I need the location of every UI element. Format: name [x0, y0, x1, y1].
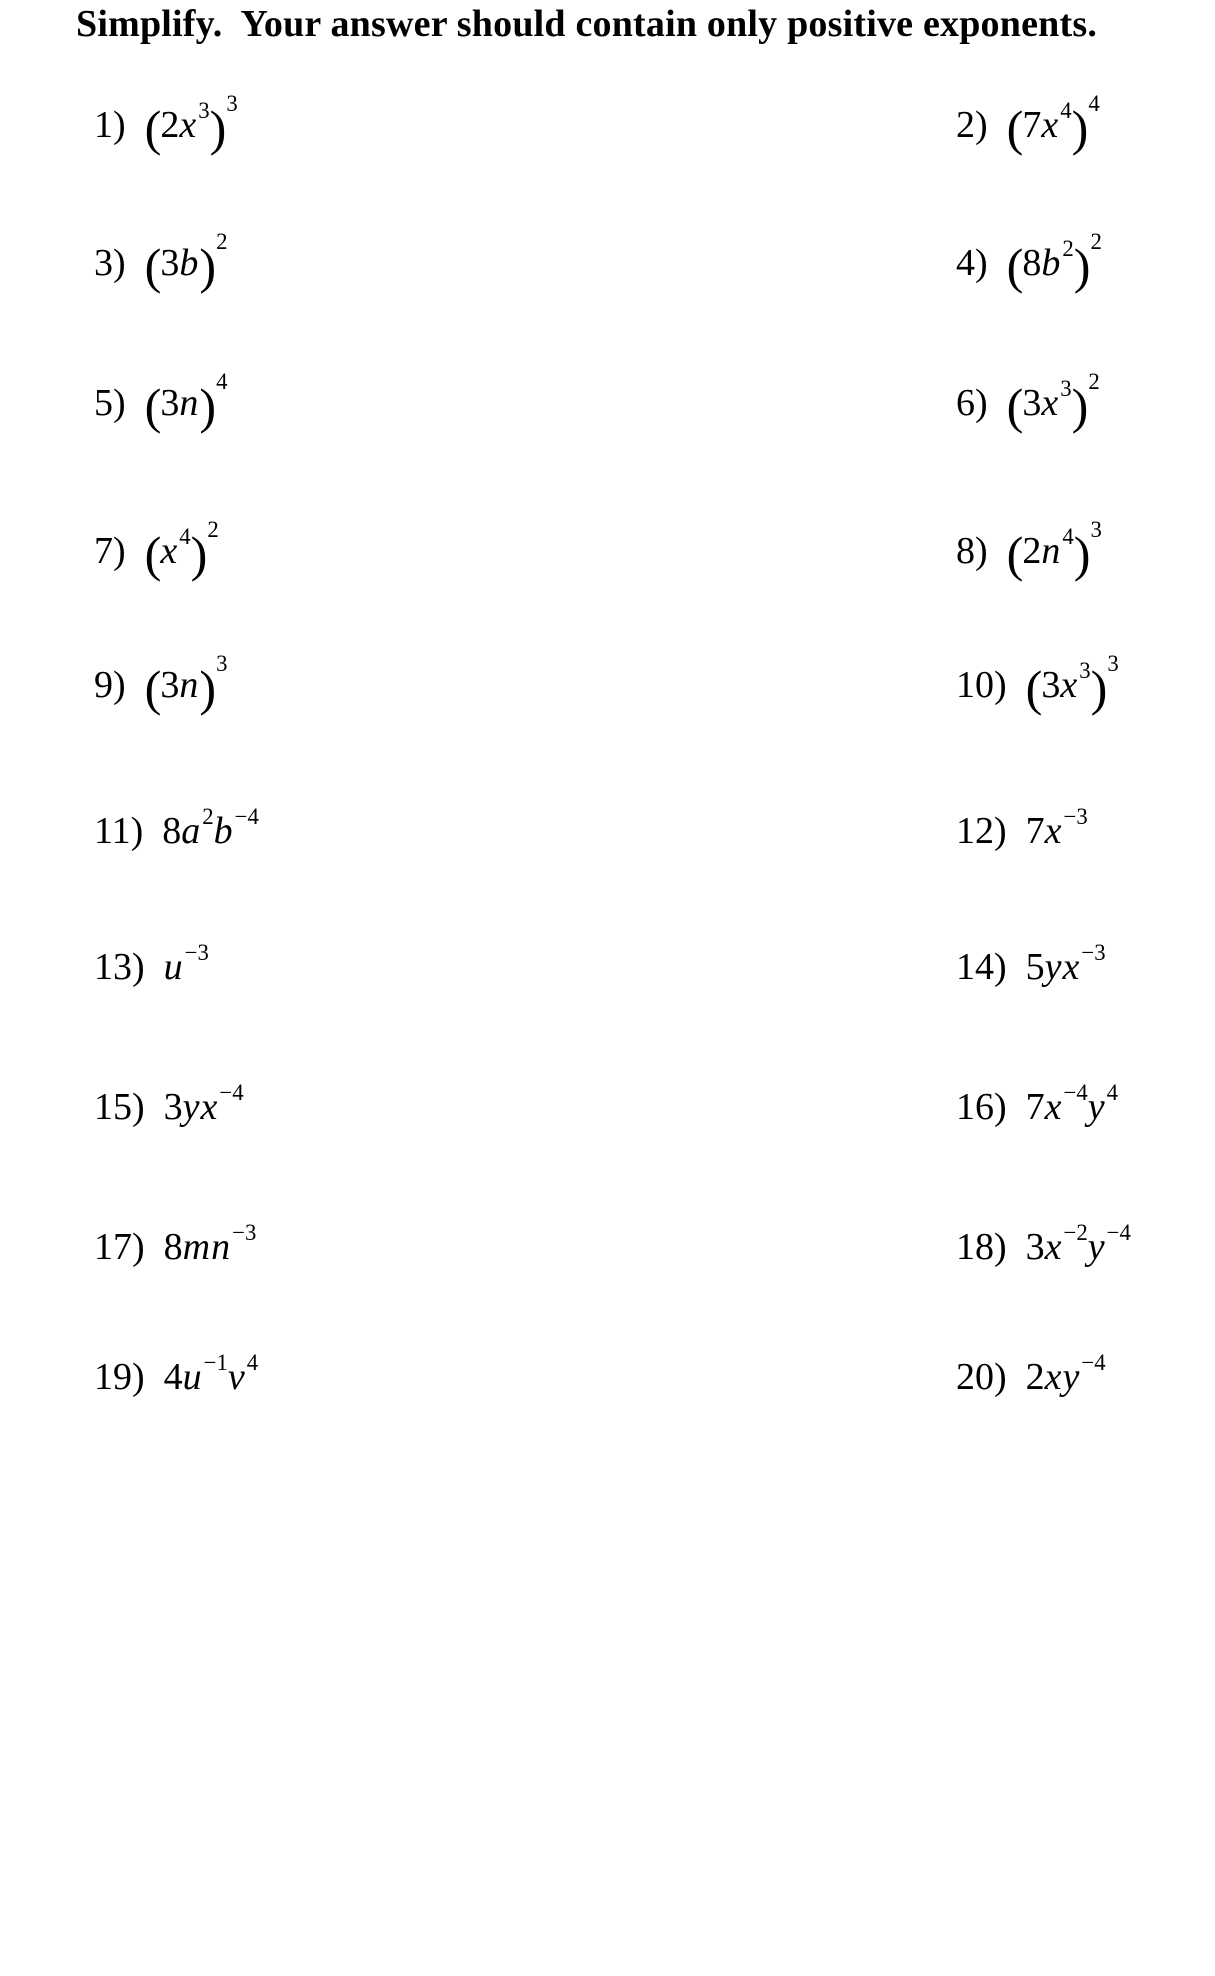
problem-number: 3)	[94, 242, 126, 284]
open-paren: (	[1025, 660, 1042, 717]
exponent: 2	[216, 229, 228, 255]
problem-expression	[163, 1350, 259, 1398]
problem-expression	[1025, 1350, 1106, 1398]
problem-number: 5)	[94, 382, 126, 424]
problem-expression	[1006, 91, 1100, 157]
exponent: 2	[1090, 229, 1102, 255]
problem-number: 8)	[956, 530, 988, 572]
variable: x	[200, 1086, 218, 1128]
problem-expression	[162, 804, 259, 852]
problem-number: 6)	[956, 382, 988, 424]
close-paren: )	[1071, 100, 1088, 157]
problem-number: 16)	[956, 1086, 1007, 1128]
problem-expression	[144, 651, 228, 717]
problem-6	[956, 369, 1100, 435]
variable: x	[179, 104, 197, 146]
variable: a	[181, 810, 201, 852]
variable: y	[1087, 1086, 1105, 1128]
problem-3	[94, 229, 228, 295]
exponent: −4	[234, 804, 259, 830]
close-paren: )	[1073, 526, 1090, 583]
coefficient-digit: 3	[160, 382, 180, 424]
problem-18	[956, 1222, 1131, 1277]
exponent: −3	[1063, 804, 1088, 830]
problem-16	[956, 1082, 1118, 1137]
open-paren: (	[1006, 238, 1023, 295]
problem-4	[956, 229, 1102, 295]
variable: x	[1041, 382, 1059, 424]
coefficient-digit: 3	[160, 242, 180, 284]
variable: y	[1087, 1226, 1105, 1268]
problem-number: 13)	[94, 946, 145, 988]
open-paren: (	[1006, 100, 1023, 157]
problem-number: 1)	[94, 104, 126, 146]
exponent: −4	[1106, 1220, 1131, 1246]
exponent: −3	[1081, 940, 1106, 966]
problem-20	[956, 1352, 1106, 1407]
problem-expression	[144, 91, 238, 157]
variable: x	[1060, 664, 1078, 706]
problem-expression	[1025, 940, 1106, 988]
exponent: 3	[1107, 651, 1119, 677]
exponent: 4	[179, 524, 191, 550]
problem-expression	[1025, 651, 1119, 717]
coefficient-digit: 3	[1025, 1226, 1045, 1268]
problem-11	[94, 806, 259, 861]
problem-number: 7)	[94, 530, 126, 572]
problem-9	[94, 651, 228, 717]
exponent: 4	[246, 1350, 259, 1376]
problem-number: 2)	[956, 104, 988, 146]
variable: x	[1044, 1086, 1062, 1128]
coefficient-digit: 7	[1025, 1086, 1045, 1128]
open-paren: (	[144, 100, 161, 157]
problem-19	[94, 1352, 258, 1407]
variable: x	[1044, 810, 1062, 852]
variable: y	[1044, 946, 1062, 988]
close-paren: )	[209, 100, 226, 157]
problem-number: 15)	[94, 1086, 145, 1128]
coefficient-digit: 8	[163, 1226, 183, 1268]
exponent: 3	[216, 651, 228, 677]
problem-17	[94, 1222, 256, 1277]
open-paren: (	[144, 660, 161, 717]
exponent: −4	[1081, 1350, 1106, 1376]
problem-expression	[1006, 369, 1100, 435]
problem-14	[956, 942, 1106, 997]
exponent: −3	[184, 940, 209, 966]
problem-expression	[1025, 1080, 1119, 1128]
variable: x	[160, 530, 178, 572]
exponent: −3	[232, 1220, 257, 1246]
problem-15	[94, 1082, 244, 1137]
problem-number: 12)	[956, 810, 1007, 852]
close-paren: )	[1073, 238, 1090, 295]
problem-number: 20)	[956, 1356, 1007, 1398]
open-paren: (	[144, 526, 161, 583]
exponent: 3	[198, 98, 210, 124]
coefficient-digit: 3	[1041, 664, 1061, 706]
coefficient-digit: 2	[160, 104, 180, 146]
open-paren: (	[144, 238, 161, 295]
problem-expression	[144, 517, 219, 583]
exponent: 3	[1079, 658, 1091, 684]
coefficient-digit: 8	[1022, 242, 1042, 284]
coefficient-digit: 8	[162, 810, 182, 852]
coefficient-digit: 5	[1025, 946, 1045, 988]
exponent: 4	[1060, 98, 1072, 124]
coefficient-digit: 2	[1025, 1356, 1045, 1398]
exponent: 2	[207, 517, 219, 543]
problem-8	[956, 517, 1102, 583]
close-paren: )	[190, 526, 207, 583]
variable: b	[179, 242, 199, 284]
problem-number: 18)	[956, 1226, 1007, 1268]
coefficient-digit: 7	[1022, 104, 1042, 146]
problem-expression	[1025, 804, 1088, 852]
problem-7	[94, 517, 219, 583]
close-paren: )	[199, 660, 216, 717]
variable: x	[1062, 946, 1080, 988]
problem-number: 4)	[956, 242, 988, 284]
problem-1	[94, 91, 238, 157]
problem-expression	[163, 1080, 244, 1128]
exponent: 2	[202, 804, 214, 830]
variable: n	[211, 1226, 231, 1268]
variable: b	[1041, 242, 1061, 284]
coefficient-digit: 3	[1022, 382, 1042, 424]
close-paren: )	[1071, 378, 1088, 435]
variable: x	[1044, 1226, 1062, 1268]
problem-10	[956, 651, 1119, 717]
exponent: 2	[1062, 236, 1074, 262]
variable: y	[1062, 1356, 1080, 1398]
problem-13	[94, 942, 209, 997]
coefficient-digit: 3	[163, 1086, 183, 1128]
open-paren: (	[1006, 526, 1023, 583]
coefficient-digit: 4	[163, 1356, 183, 1398]
problem-2	[956, 91, 1100, 157]
variable: x	[1041, 104, 1059, 146]
exponent: 3	[1090, 517, 1102, 543]
variable: b	[213, 810, 233, 852]
problem-12	[956, 806, 1088, 861]
exponent: 3	[226, 91, 238, 117]
problem-number: 11)	[94, 810, 144, 852]
problem-expression	[144, 229, 228, 295]
exponent: 4	[216, 369, 228, 395]
problem-expression	[163, 940, 209, 988]
coefficient-digit: 7	[1025, 810, 1045, 852]
exponent: 3	[1060, 376, 1072, 402]
worksheet-title: Simplify. Your answer should contain only positive exponents.	[76, 3, 1098, 45]
problem-expression	[1006, 229, 1102, 295]
variable: n	[179, 664, 199, 706]
exponent: 2	[1088, 369, 1100, 395]
problem-number: 9)	[94, 664, 126, 706]
problem-expression	[144, 369, 228, 435]
variable: v	[227, 1356, 245, 1398]
variable: x	[1044, 1356, 1062, 1398]
exponent: 4	[1088, 91, 1100, 117]
problem-number: 17)	[94, 1226, 145, 1268]
coefficient-digit: 2	[1022, 530, 1042, 572]
variable: n	[1041, 530, 1061, 572]
problem-number: 19)	[94, 1356, 145, 1398]
exponent: −4	[1063, 1080, 1088, 1106]
open-paren: (	[1006, 378, 1023, 435]
problem-expression	[1025, 1220, 1131, 1268]
close-paren: )	[199, 378, 216, 435]
close-paren: )	[1090, 660, 1107, 717]
variable: y	[182, 1086, 200, 1128]
exponent: 4	[1062, 524, 1074, 550]
variable: m	[182, 1226, 211, 1268]
coefficient-digit: 3	[160, 664, 180, 706]
open-paren: (	[144, 378, 161, 435]
variable: u	[182, 1356, 202, 1398]
problem-number: 14)	[956, 946, 1007, 988]
problem-number: 10)	[956, 664, 1007, 706]
exponent: −4	[219, 1080, 244, 1106]
exponent: −1	[203, 1350, 228, 1376]
variable: n	[179, 382, 199, 424]
problem-5	[94, 369, 228, 435]
problem-expression	[163, 1220, 257, 1268]
exponent: 4	[1106, 1080, 1119, 1106]
problem-expression	[1006, 517, 1102, 583]
variable: u	[163, 946, 183, 988]
exponent: −2	[1063, 1220, 1088, 1246]
close-paren: )	[199, 238, 216, 295]
